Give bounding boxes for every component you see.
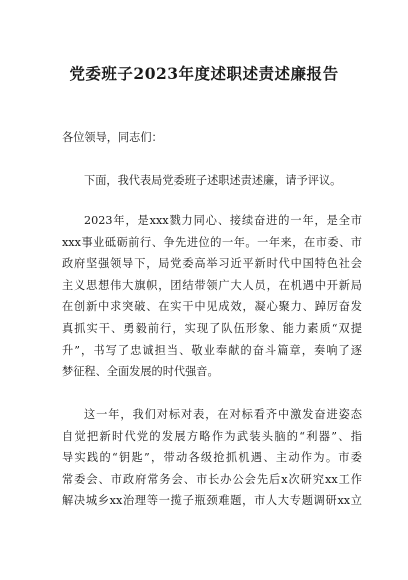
- paragraph-line: 主义思想伟大旗帜，团结带领广大人员，在机遇中开新局: [62, 278, 362, 292]
- paragraph-line: 解决城乡xx治理等一揽子瓶颈难题，市人大专题调研xx立: [62, 494, 362, 508]
- intro-text: 下面，我代表局党委班子述职述责述廉，请予评议。: [84, 174, 342, 187]
- paragraph-2: [62, 404, 362, 512]
- paragraph-line: 真抓实干、勇毅前行，实现了队伍形象、能力素质“双提: [62, 321, 362, 335]
- paragraph-line: 在创新中求突破、在实干中见成效，凝心聚力、踔厉奋发: [62, 300, 362, 314]
- document-title: 党委班子2023年度述职述责述廉报告: [69, 64, 339, 83]
- paragraph-1: [62, 210, 362, 383]
- paragraph-line: 常委会、市政府常务会、市长办公会先后x次研究xx工作: [62, 472, 362, 486]
- paragraph-line: 2023年，是xxx戮力同心、接续奋进的一年，是全市: [84, 214, 362, 227]
- paragraph-line: 升”，书写了忠诚担当、敬业奉献的奋斗篇章，奏响了逐: [62, 343, 362, 357]
- salutation: 各位领导，同志们：: [62, 131, 163, 144]
- paragraph-line: 这一年，我们对标对表，在对标看齐中激发奋进姿态: [84, 408, 362, 421]
- paragraph-line: 梦征程、全面发展的时代强音。: [62, 365, 219, 379]
- intro-paragraph: [62, 170, 362, 192]
- paragraph-line: 自觉把新时代党的发展方略作为武装头脑的“利器”、指: [62, 429, 362, 443]
- paragraph-line: 导实践的“钥匙”，带动各级抢抓机遇、主动作为。市委: [62, 451, 362, 465]
- paragraph-line: xxx事业砥砺前行、争先进位的一年。一年来，在市委、市: [62, 235, 362, 249]
- paragraph-line: 政府坚强领导下，局党委高举习近平新时代中国特色社会: [62, 257, 362, 271]
